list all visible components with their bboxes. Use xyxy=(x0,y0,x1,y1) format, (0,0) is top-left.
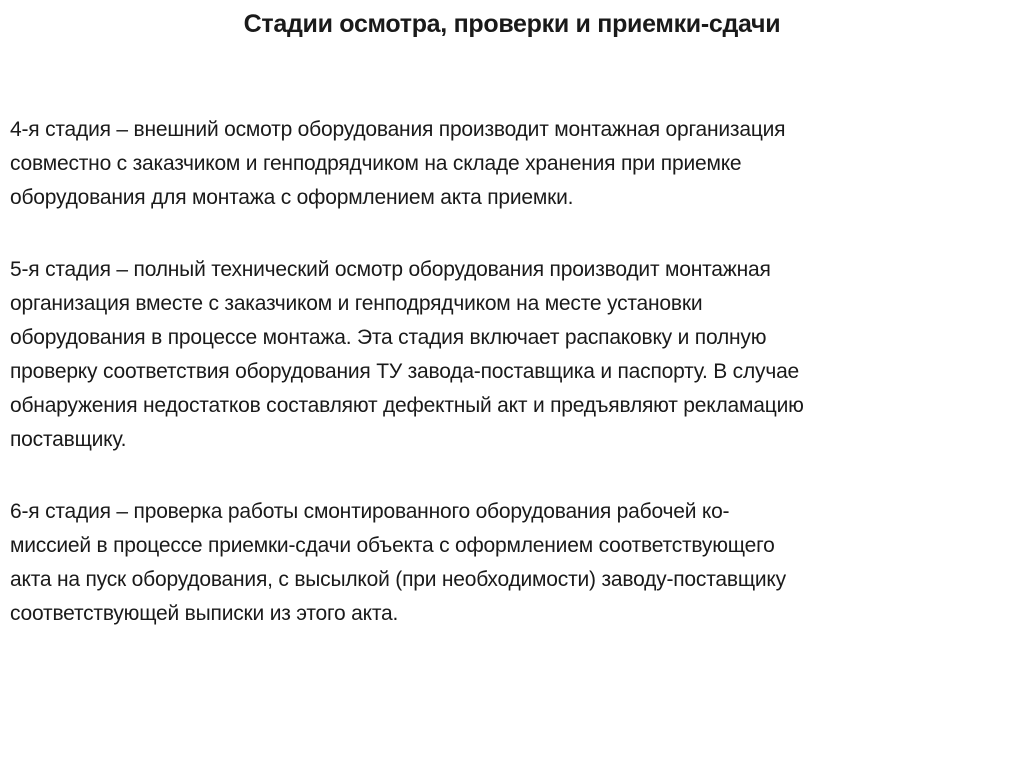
text-line: оборудования в процессе монтажа. Эта стадия включает распаковку и полную xyxy=(10,326,767,349)
text-line: организация вместе с заказчиком и генподрядчиком на месте установки xyxy=(10,292,703,315)
text-line: 5-я стадия – полный технический осмотр оборудования производит монтажная xyxy=(10,258,771,281)
text-line: обнаружения недостатков составляют дефектный акт и предъявляют рекламацию xyxy=(10,394,804,417)
text-line: проверку соответствия оборудования ТУ завода-поставщика и паспорту. В случае xyxy=(10,360,800,383)
text-line: совместно с заказчиком и генподрядчиком на складе хранения при приемке xyxy=(10,152,742,175)
text-line: акта на пуск оборудования, с высылкой (при необходимости) заводу-поставщику xyxy=(10,568,786,591)
paragraph-stage-6 xyxy=(10,495,1016,631)
text-line: поставщику. xyxy=(10,428,127,451)
text-line: миссией в процессе приемки-сдачи объекта с оформлением соответствующего xyxy=(10,534,775,557)
text-line: оборудования для монтажа с оформлением акта приемки. xyxy=(10,186,574,209)
text-line: соответствующей выписки из этого акта. xyxy=(10,602,399,625)
slide-title: Стадии осмотра, проверки и приемки-сдачи xyxy=(243,10,781,38)
slide-body xyxy=(10,113,1016,669)
paragraph-stage-4 xyxy=(10,113,1016,215)
paragraph-stage-5 xyxy=(10,253,1016,457)
text-line: 4-я стадия – внешний осмотр оборудования производит монтажная организация xyxy=(10,118,786,141)
text-line: 6-я стадия – проверка работы смонтированного оборудования рабочей ко- xyxy=(10,500,730,523)
